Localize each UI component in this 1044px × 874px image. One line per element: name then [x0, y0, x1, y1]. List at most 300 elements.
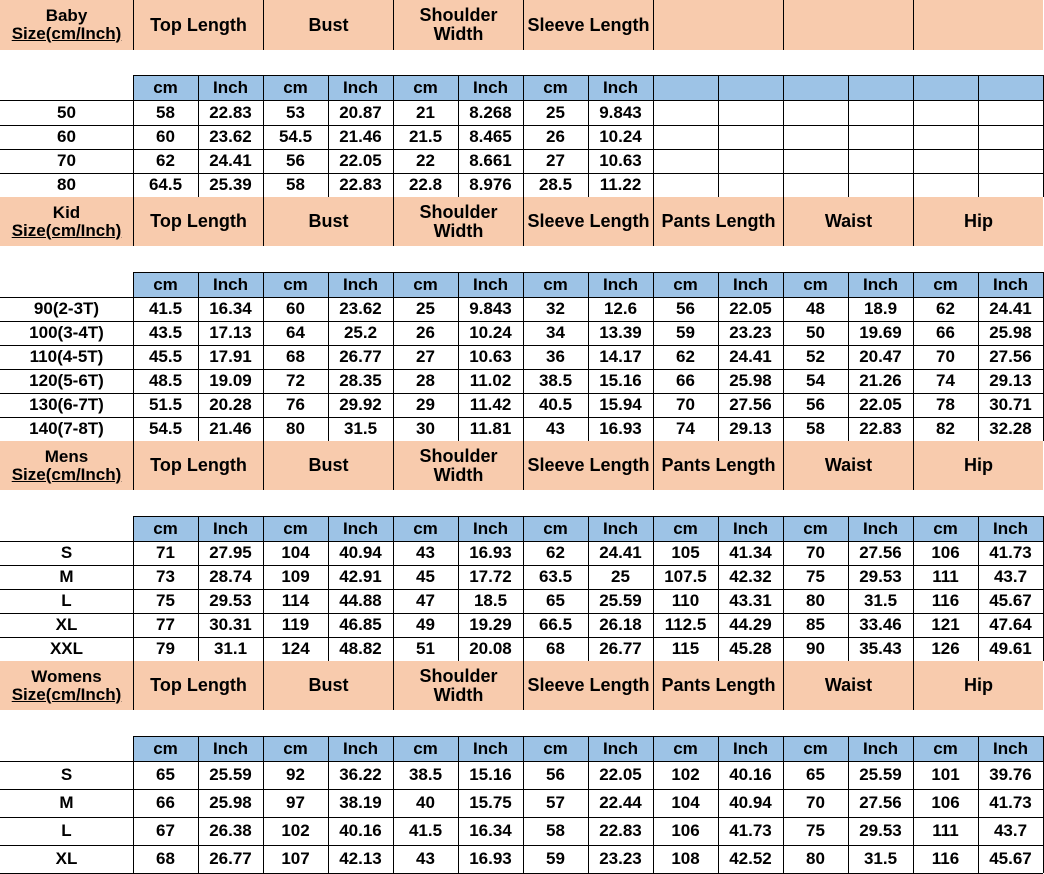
- measurement-value: 19.69: [859, 323, 902, 343]
- measurement-value: 29.53: [859, 567, 902, 587]
- measurement-value: 27.56: [989, 347, 1032, 367]
- column-header: Hip: [913, 441, 1043, 490]
- measurement-value: 15.16: [469, 765, 512, 785]
- section-name: Kid: [52, 202, 81, 222]
- size-label: 100(3-4T): [29, 323, 104, 343]
- grid-line: [913, 75, 914, 197]
- measurement-value: 15.16: [599, 371, 642, 391]
- measurement-value: 16.93: [469, 849, 512, 869]
- measurement-value: 26: [416, 323, 435, 343]
- measurement-value: 62: [936, 299, 955, 319]
- measurement-value: 20.08: [469, 639, 512, 659]
- measurement-value: 56: [676, 299, 695, 319]
- measurement-value: 105: [671, 543, 700, 563]
- measurement-value: 16.93: [469, 543, 512, 563]
- measurement-value: 31.5: [343, 419, 378, 439]
- unit-label: cm: [263, 75, 328, 100]
- unit-label: cm: [393, 272, 458, 297]
- empty-cell: [913, 100, 978, 125]
- empty-cell: [848, 125, 913, 149]
- measurement-value: 45.67: [989, 849, 1032, 869]
- unit-label: Inch: [458, 75, 523, 100]
- measurement-value: 20.28: [209, 395, 252, 415]
- unit-label: cm: [783, 272, 848, 297]
- measurement-value: 74: [936, 371, 955, 391]
- measurement-value: 40.16: [339, 821, 382, 841]
- measurement-value: 10.63: [469, 347, 512, 367]
- column-header-line: Width: [433, 220, 484, 241]
- unit-label: Inch: [588, 736, 653, 761]
- measurement-value: 121: [931, 615, 960, 635]
- measurement-value: 11.42: [469, 395, 512, 415]
- size-label: XL: [55, 849, 78, 869]
- grid-line: [0, 761, 1043, 762]
- measurement-value: 51: [416, 639, 435, 659]
- grid-line: [523, 75, 524, 197]
- unit-label: Inch: [198, 272, 263, 297]
- unit-label: Inch: [458, 272, 523, 297]
- measurement-value: 104: [281, 543, 310, 563]
- grid-line: [523, 736, 524, 873]
- column-header: Pants Length: [653, 441, 783, 490]
- measurement-value: 108: [671, 849, 700, 869]
- grid-line: [458, 75, 459, 197]
- measurement-value: 20.47: [859, 347, 902, 367]
- column-header: Sleeve Length: [523, 197, 653, 246]
- unit-label: cm: [133, 736, 198, 761]
- unit-label: Inch: [198, 75, 263, 100]
- section-unit-label: Size(cm/Inch): [11, 24, 122, 43]
- measurement-value: 60: [286, 299, 305, 319]
- grid-line: [0, 173, 1043, 174]
- unit-label: cm: [523, 736, 588, 761]
- grid-line: [848, 736, 849, 873]
- measurement-value: 18.5: [473, 591, 508, 611]
- size-label: L: [61, 821, 72, 841]
- grid-line: [263, 272, 264, 441]
- empty-cell: [913, 173, 978, 197]
- empty-cell: [783, 173, 848, 197]
- empty-cell: [978, 173, 1043, 197]
- measurement-value: 8.976: [469, 175, 512, 195]
- measurement-value: 53: [286, 102, 305, 122]
- measurement-value: 24.41: [599, 543, 642, 563]
- measurement-value: 41.5: [148, 299, 183, 319]
- empty-cell: [848, 100, 913, 125]
- measurement-value: 8.268: [469, 102, 512, 122]
- empty-cell: [718, 149, 783, 173]
- unit-label: Inch: [198, 516, 263, 541]
- measurement-value: 15.94: [599, 395, 642, 415]
- measurement-value: 27: [546, 151, 565, 171]
- grid-line: [133, 516, 134, 661]
- grid-line: [393, 75, 394, 197]
- unit-label: cm: [913, 736, 978, 761]
- measurement-value: 112.5: [664, 615, 707, 635]
- measurement-value: 23.62: [209, 127, 252, 147]
- grid-line: [0, 613, 1043, 614]
- measurement-value: 43.5: [148, 323, 183, 343]
- measurement-value: 64.5: [148, 175, 183, 195]
- measurement-value: 66: [936, 323, 955, 343]
- measurement-value: 41.73: [729, 821, 772, 841]
- measurement-value: 26.77: [339, 347, 382, 367]
- measurement-value: 26: [546, 127, 565, 147]
- measurement-value: 27.95: [209, 543, 252, 563]
- grid-line: [0, 817, 1043, 818]
- unit-label: cm: [523, 516, 588, 541]
- measurement-value: 22.05: [859, 395, 902, 415]
- grid-line: [328, 516, 329, 661]
- measurement-value: 25.59: [599, 591, 642, 611]
- measurement-value: 106: [671, 821, 700, 841]
- column-header: [913, 0, 1043, 50]
- grid-line: [913, 516, 914, 661]
- measurement-value: 42.13: [339, 849, 382, 869]
- measurement-value: 25.59: [209, 765, 252, 785]
- measurement-value: 39.76: [989, 765, 1032, 785]
- measurement-value: 56: [286, 151, 305, 171]
- grid-line: [588, 75, 589, 197]
- grid-line: [0, 321, 1043, 322]
- empty-unit-cell: [653, 75, 718, 100]
- grid-line: [718, 516, 719, 661]
- measurement-value: 43.31: [729, 591, 772, 611]
- measurement-value: 107.5: [664, 567, 707, 587]
- column-header-line: Width: [433, 24, 484, 44]
- unit-label: cm: [393, 516, 458, 541]
- column-header-line: Width: [433, 684, 484, 705]
- column-header: Bust: [263, 661, 393, 710]
- unit-label: Inch: [848, 272, 913, 297]
- empty-unit-cell: [848, 75, 913, 100]
- grid-line: [848, 272, 849, 441]
- measurement-value: 23.23: [599, 849, 642, 869]
- grid-line: [653, 516, 654, 661]
- grid-line: [0, 297, 1043, 298]
- grid-line: [133, 272, 134, 441]
- unit-label: Inch: [198, 736, 263, 761]
- unit-label: Inch: [328, 75, 393, 100]
- measurement-value: 52: [806, 347, 825, 367]
- measurement-value: 68: [546, 639, 565, 659]
- measurement-value: 82: [936, 419, 955, 439]
- unit-label: cm: [393, 736, 458, 761]
- measurement-value: 10.24: [469, 323, 512, 343]
- unit-label: Inch: [718, 272, 783, 297]
- measurement-value: 59: [676, 323, 695, 343]
- empty-cell: [848, 149, 913, 173]
- measurement-value: 16.93: [599, 419, 642, 439]
- section-unit-label: Size(cm/Inch): [11, 220, 122, 240]
- measurement-value: 57: [546, 793, 565, 813]
- measurement-value: 41.34: [729, 543, 772, 563]
- measurement-value: 27.56: [729, 395, 772, 415]
- section-title: [0, 197, 133, 246]
- grid-line: [133, 197, 134, 246]
- unit-label: cm: [783, 736, 848, 761]
- measurement-value: 28: [416, 371, 435, 391]
- grid-line: [0, 393, 1043, 394]
- measurement-value: 56: [546, 765, 565, 785]
- unit-label: Inch: [978, 516, 1043, 541]
- measurement-value: 38.5: [408, 765, 443, 785]
- measurement-value: 41.73: [989, 543, 1032, 563]
- unit-label: Inch: [328, 272, 393, 297]
- measurement-value: 32: [546, 299, 565, 319]
- column-header: Bust: [263, 0, 393, 50]
- empty-cell: [783, 149, 848, 173]
- measurement-value: 70: [936, 347, 955, 367]
- column-header: [393, 197, 523, 246]
- column-header: Hip: [913, 661, 1043, 710]
- measurement-value: 15.75: [469, 793, 512, 813]
- measurement-value: 110: [671, 591, 700, 611]
- grid-line: [328, 75, 329, 197]
- column-header: Sleeve Length: [523, 661, 653, 710]
- size-label: 110(4-5T): [29, 347, 104, 367]
- measurement-value: 75: [806, 567, 825, 587]
- measurement-value: 22.05: [599, 765, 642, 785]
- measurement-value: 29.53: [209, 591, 252, 611]
- grid-line: [0, 565, 1043, 566]
- grid-line: [133, 441, 134, 490]
- grid-line: [198, 736, 199, 873]
- measurement-value: 111: [932, 821, 959, 841]
- unit-label: Inch: [588, 272, 653, 297]
- measurement-value: 62: [156, 151, 175, 171]
- measurement-value: 22.83: [339, 175, 382, 195]
- measurement-value: 59: [546, 849, 565, 869]
- grid-line: [328, 736, 329, 873]
- unit-label: cm: [263, 272, 328, 297]
- grid-line: [393, 736, 394, 873]
- grid-line: [0, 637, 1043, 638]
- measurement-value: 104: [671, 793, 700, 813]
- measurement-value: 25.98: [729, 371, 772, 391]
- measurement-value: 40.94: [339, 543, 382, 563]
- column-header: Hip: [913, 197, 1043, 246]
- grid-line: [458, 516, 459, 661]
- measurement-value: 11.81: [469, 419, 512, 439]
- unit-label: cm: [263, 516, 328, 541]
- size-label: 90(2-3T): [33, 299, 100, 319]
- measurement-value: 92: [286, 765, 305, 785]
- measurement-value: 9.843: [599, 102, 642, 122]
- measurement-value: 38.19: [339, 793, 382, 813]
- column-header: [393, 0, 523, 50]
- empty-cell: [653, 173, 718, 197]
- measurement-value: 22.83: [209, 102, 252, 122]
- measurement-value: 21.26: [859, 371, 902, 391]
- column-header: Pants Length: [653, 661, 783, 710]
- column-header: Sleeve Length: [523, 0, 653, 50]
- unit-label: Inch: [328, 516, 393, 541]
- measurement-value: 19.09: [209, 371, 252, 391]
- measurement-value: 29: [416, 395, 435, 415]
- grid-line: [198, 75, 199, 197]
- measurement-value: 30.71: [989, 395, 1032, 415]
- measurement-value: 49.61: [989, 639, 1032, 659]
- measurement-value: 10.63: [599, 151, 642, 171]
- measurement-value: 65: [806, 765, 825, 785]
- unit-label: Inch: [978, 736, 1043, 761]
- measurement-value: 30: [416, 419, 435, 439]
- grid-line: [718, 75, 719, 197]
- grid-line: [783, 736, 784, 873]
- measurement-value: 31.5: [863, 591, 898, 611]
- measurement-value: 111: [932, 567, 959, 587]
- measurement-value: 17.91: [209, 347, 252, 367]
- measurement-value: 48.82: [339, 639, 382, 659]
- measurement-value: 14.17: [599, 347, 642, 367]
- measurement-value: 11.02: [469, 371, 512, 391]
- unit-label: Inch: [328, 736, 393, 761]
- measurement-value: 73: [156, 567, 175, 587]
- column-header: Pants Length: [653, 197, 783, 246]
- measurement-value: 9.843: [469, 299, 512, 319]
- measurement-value: 25.98: [989, 323, 1032, 343]
- section-title: [0, 0, 133, 50]
- column-header: Sleeve Length: [523, 441, 653, 490]
- measurement-value: 46.85: [339, 615, 382, 635]
- measurement-value: 65: [546, 591, 565, 611]
- grid-line: [588, 736, 589, 873]
- grid-line: [0, 541, 1043, 542]
- grid-line: [133, 661, 134, 710]
- measurement-value: 42.32: [729, 567, 772, 587]
- unit-label: cm: [653, 272, 718, 297]
- measurement-value: 67: [156, 821, 175, 841]
- measurement-value: 40: [416, 793, 435, 813]
- measurement-value: 45.5: [148, 347, 183, 367]
- unit-label: cm: [523, 75, 588, 100]
- measurement-value: 29.53: [859, 821, 902, 841]
- measurement-value: 35.43: [859, 639, 902, 659]
- measurement-value: 45.67: [989, 591, 1032, 611]
- measurement-value: 29.13: [729, 419, 772, 439]
- measurement-value: 106: [931, 543, 960, 563]
- empty-cell: [978, 149, 1043, 173]
- grid-line: [848, 516, 849, 661]
- measurement-value: 47: [416, 591, 435, 611]
- unit-label: Inch: [848, 736, 913, 761]
- measurement-value: 74: [676, 419, 695, 439]
- grid-line: [133, 736, 134, 873]
- empty-cell: [718, 100, 783, 125]
- measurement-value: 68: [286, 347, 305, 367]
- measurement-value: 58: [156, 102, 175, 122]
- empty-unit-cell: [718, 75, 783, 100]
- unit-label: Inch: [718, 736, 783, 761]
- grid-line: [328, 272, 329, 441]
- size-label: XXL: [49, 639, 84, 659]
- grid-line: [913, 736, 914, 873]
- unit-label: cm: [653, 516, 718, 541]
- measurement-value: 38.5: [538, 371, 573, 391]
- unit-label: Inch: [978, 272, 1043, 297]
- measurement-value: 85: [806, 615, 825, 635]
- measurement-value: 25.98: [209, 793, 252, 813]
- size-label: 80: [57, 175, 76, 195]
- measurement-value: 28.5: [538, 175, 573, 195]
- measurement-value: 25: [546, 102, 565, 122]
- measurement-value: 25.59: [859, 765, 902, 785]
- measurement-value: 56: [806, 395, 825, 415]
- measurement-value: 45: [416, 567, 435, 587]
- measurement-value: 26.18: [599, 615, 642, 635]
- grid-line: [263, 75, 264, 197]
- measurement-value: 72: [286, 371, 305, 391]
- grid-line: [458, 272, 459, 441]
- measurement-value: 16.34: [209, 299, 252, 319]
- measurement-value: 51.5: [148, 395, 183, 415]
- column-header: Top Length: [133, 661, 263, 710]
- grid-line: [978, 75, 979, 197]
- measurement-value: 40.5: [538, 395, 573, 415]
- measurement-value: 22.83: [599, 821, 642, 841]
- unit-label: Inch: [588, 75, 653, 100]
- grid-line: [0, 589, 1043, 590]
- measurement-value: 119: [281, 615, 310, 635]
- measurement-value: 45.28: [729, 639, 772, 659]
- size-label: XL: [55, 615, 78, 635]
- measurement-value: 63.5: [538, 567, 573, 587]
- section-unit-label: Size(cm/Inch): [11, 464, 122, 484]
- grid-line: [653, 75, 654, 197]
- measurement-value: 32.28: [989, 419, 1032, 439]
- measurement-value: 30.31: [209, 615, 252, 635]
- measurement-value: 22: [416, 151, 435, 171]
- measurement-value: 43.7: [993, 821, 1028, 841]
- measurement-value: 90: [806, 639, 825, 659]
- measurement-value: 16.34: [469, 821, 512, 841]
- empty-cell: [653, 100, 718, 125]
- column-header: Top Length: [133, 441, 263, 490]
- measurement-value: 80: [286, 419, 305, 439]
- empty-cell: [718, 125, 783, 149]
- size-label: 120(5-6T): [29, 371, 104, 391]
- grid-line: [0, 789, 1043, 790]
- measurement-value: 43: [416, 543, 435, 563]
- grid-line: [263, 736, 264, 873]
- measurement-value: 31.1: [213, 639, 248, 659]
- column-header-line: Shoulder: [419, 445, 498, 466]
- measurement-value: 70: [676, 395, 695, 415]
- section-unit-label: Size(cm/Inch): [11, 684, 122, 704]
- unit-label: Inch: [848, 516, 913, 541]
- measurement-value: 21: [416, 102, 435, 122]
- measurement-value: 29.13: [989, 371, 1032, 391]
- measurement-value: 75: [806, 821, 825, 841]
- measurement-value: 54: [806, 371, 825, 391]
- measurement-value: 70: [806, 793, 825, 813]
- unit-label: cm: [133, 75, 198, 100]
- unit-label: Inch: [588, 516, 653, 541]
- size-label: S: [60, 543, 73, 563]
- measurement-value: 24.41: [209, 151, 252, 171]
- measurement-value: 64: [286, 323, 305, 343]
- unit-label: Inch: [458, 736, 523, 761]
- measurement-value: 124: [281, 639, 310, 659]
- measurement-value: 66.5: [538, 615, 573, 635]
- grid-line: [133, 75, 134, 197]
- measurement-value: 80: [806, 591, 825, 611]
- empty-unit-cell: [783, 75, 848, 100]
- measurement-value: 40.16: [729, 765, 772, 785]
- measurement-value: 40.94: [729, 793, 772, 813]
- measurement-value: 116: [931, 591, 960, 611]
